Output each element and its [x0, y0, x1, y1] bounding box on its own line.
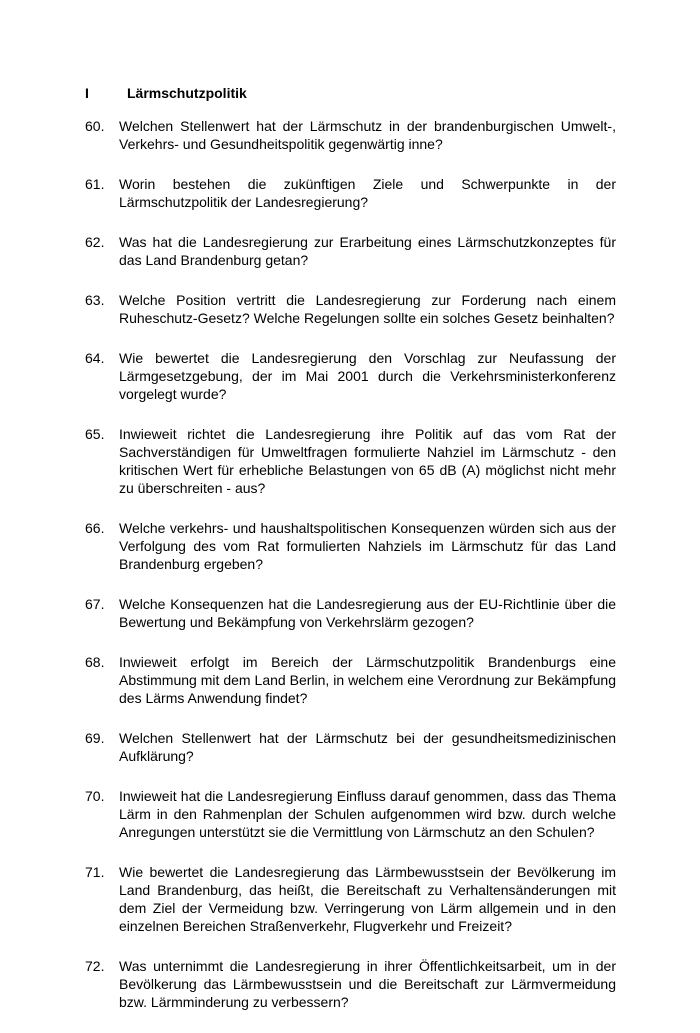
question-item: [85, 863, 616, 935]
question-text: Wie bewertet die Landesregierung den Vorschlag zur Neufassung der Lärmgesetzgebung, der im Mai 2001 durch die Verkehrsministerkonferenz vorgelegt wurde?: [119, 350, 616, 402]
question-item: [85, 425, 616, 497]
question-item: [85, 291, 616, 327]
question-number: 66.: [85, 520, 105, 536]
question-number: 72.: [85, 958, 105, 974]
question-text: Welche Position vertritt die Landesregierung zur Forderung nach einem Ruheschutz-Gesetz? Welche Regelungen sollte ein solches Gesetz beinhalten?: [119, 292, 616, 326]
question-text: Welche verkehrs- und haushaltspolitischen Konsequenzen würden sich aus der Verfolgung des vom Rat formulierten Nahziels im Lärmschutz für das Land Brandenburg ergeben?: [119, 520, 616, 572]
question-item: [85, 729, 616, 765]
question-number: 67.: [85, 596, 105, 612]
question-text: Was unternimmt die Landesregierung in ihrer Öffentlichkeitsarbeit, um in der Bevölkerung das Lärmbewusstsein und die Bereitschaft zur Lärmvermeidung bzw. Lärmminderung zu verbessern?: [119, 958, 616, 1010]
question-text: Welche Konsequenzen hat die Landesregierung aus der EU-Richtlinie über die Bewertung und Bekämpfung von Verkehrslärm gezogen?: [119, 596, 616, 630]
question-item: [85, 787, 616, 841]
question-item: [85, 653, 616, 707]
question-item: [85, 595, 616, 631]
question-number: 62.: [85, 234, 105, 250]
question-text: Welchen Stellenwert hat der Lärmschutz in der brandenburgischen Umwelt-, Verkehrs- und Gesundheitspolitik gegenwärtig inne?: [119, 118, 616, 152]
section-heading: [85, 84, 247, 102]
question-number: 64.: [85, 350, 105, 366]
question-item: [85, 349, 616, 403]
question-number: 68.: [85, 654, 105, 670]
section-title: Lärmschutzpolitik: [127, 85, 247, 101]
question-item: [85, 175, 616, 211]
question-number: 60.: [85, 118, 105, 134]
question-text: Inwieweit erfolgt im Bereich der Lärmschutzpolitik Brandenburgs eine Abstimmung mit dem Land Berlin, in welchem eine Verordnung zur Bekämpfung des Lärms Anwendung findet?: [119, 654, 616, 706]
question-item: [85, 519, 616, 573]
question-item: [85, 957, 616, 1011]
section-number: I: [85, 85, 89, 101]
question-number: 65.: [85, 426, 105, 442]
question-text: Welchen Stellenwert hat der Lärmschutz bei der gesundheitsmedizinischen Aufklärung?: [119, 730, 616, 764]
question-text: Inwieweit hat die Landesregierung Einfluss darauf genommen, dass das Thema Lärm in den Rahmenplan der Schulen aufgenommen wird bzw. durch welche Anregungen unterstützt sie die Vermittlung von Lärmschutz an den Schulen?: [119, 788, 616, 840]
question-text: Worin bestehen die zukünftigen Ziele und Schwerpunkte in der Lärmschutzpolitik der Landesregierung?: [119, 176, 616, 210]
question-item: [85, 117, 616, 153]
question-item: [85, 233, 616, 269]
question-number: 70.: [85, 788, 105, 804]
question-number: 71.: [85, 864, 105, 880]
question-number: 69.: [85, 730, 105, 746]
question-list: [85, 117, 616, 1033]
question-number: 61.: [85, 176, 105, 192]
question-number: 63.: [85, 292, 105, 308]
question-text: Wie bewertet die Landesregierung das Lärmbewusstsein der Bevölkerung im Land Brandenburg, das heißt, die Bereitschaft zu Verhaltensänderungen mit dem Ziel der Vermeidung bzw. Verringerung von Lärm allgemein und in den einzelnen Bereichen Straßenverkehr, Flugverkehr und Freizeit?: [119, 864, 616, 934]
question-text: Inwieweit richtet die Landesregierung ihre Politik auf das vom Rat der Sachverständigen für Umweltfragen formulierte Nahziel im Lärmschutz - den kritischen Wert für erhebliche Belastungen von 65 dB (A) möglichst nicht mehr zu überschreiten - aus?: [119, 426, 616, 496]
question-text: Was hat die Landesregierung zur Erarbeitung eines Lärmschutzkonzeptes für das Land Brandenburg getan?: [119, 234, 616, 268]
